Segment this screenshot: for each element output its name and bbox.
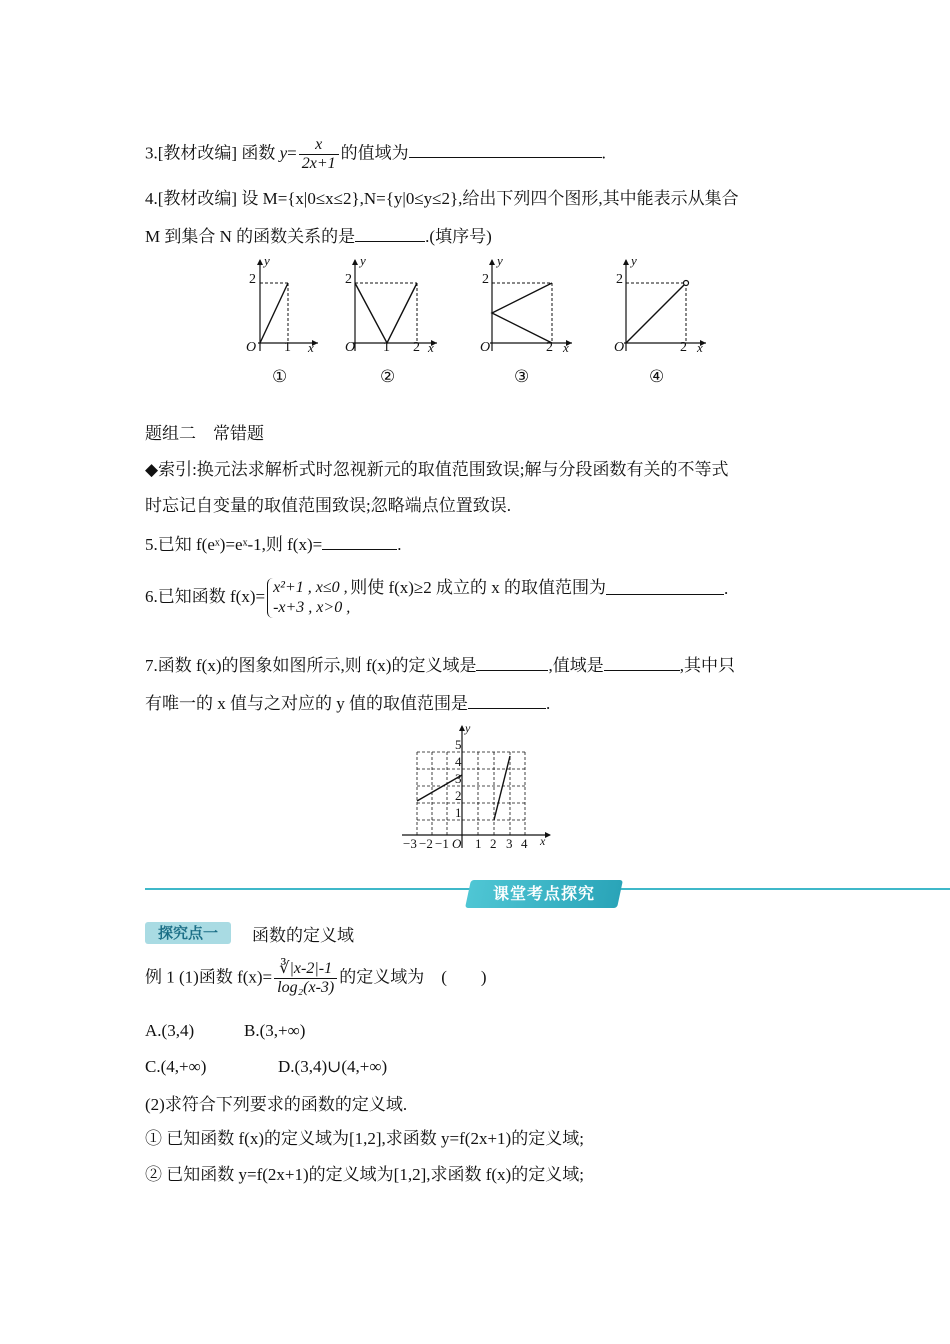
explore-title: 函数的定义域 <box>252 926 354 945</box>
function-line <box>260 283 288 343</box>
x-tick: 3 <box>506 836 513 851</box>
explore-tag: 探究点一 <box>145 922 231 944</box>
index-line1: ◆索引:换元法求解析式时忽视新元的取值范围致误;解与分段函数有关的不等式 <box>145 460 729 479</box>
function-line <box>355 283 417 343</box>
answer-blank[interactable] <box>476 654 548 671</box>
y-axis-label: y <box>264 253 270 268</box>
example-1: 例 1 (1)函数 f(x)= $\frac{∛|x-2|-1}{\text{log₂(x-3)}}$ 的定义域为 ( ) <box>145 960 487 996</box>
y-tick: 1 <box>455 805 462 820</box>
x-tick: −1 <box>435 836 449 851</box>
x-axis-arrow <box>545 832 551 838</box>
option-c: C.(4,+∞) <box>145 1057 207 1076</box>
grid-graph <box>400 722 555 852</box>
y-tick: 4 <box>455 754 462 769</box>
y-axis-arrow <box>257 259 263 265</box>
section-banner: 课堂考点探究 <box>465 880 623 908</box>
answer-blank[interactable] <box>468 692 546 709</box>
relation-line <box>492 283 552 343</box>
question-7-line2: 有唯一的 x 值与之对应的 y 值的取值范围是 . <box>145 694 551 713</box>
question-3: 3.[教材改编] 函数 y= $\frac{x}{2x+1}$ 的值域为 . <box>145 136 606 172</box>
graph-label: ① <box>272 367 288 386</box>
y-axis-label: y <box>360 253 366 268</box>
y-tick: 5 <box>455 737 462 752</box>
origin-label: O <box>452 836 462 851</box>
x-axis-label: x <box>697 340 703 355</box>
question-7-line1: 7.函数 f(x)的图象如图所示,则 f(x)的定义域是 ,值域是 ,其中只 <box>145 656 735 675</box>
y-axis-arrow <box>623 259 629 265</box>
group-title: 题组二 常错题 <box>145 424 264 443</box>
question-5: 5.已知 f(eˣ)=eˣ-1,则 f(x)= . <box>145 535 402 554</box>
part-2: (2)求符合下列要求的函数的定义域. <box>145 1095 408 1114</box>
origin-label: O <box>480 340 491 355</box>
y-axis-arrow <box>489 259 495 265</box>
x-tick: 2 <box>680 340 687 355</box>
question-4-line2: M 到集合 N 的函数关系的是 .(填序号) <box>145 227 492 246</box>
sub-question-2: ② 已知函数 y=f(2x+1)的定义域为[1,2],求函数 f(x)的定义域; <box>145 1165 584 1184</box>
y-tick: 2 <box>249 272 256 287</box>
x-axis-label: x <box>308 340 314 355</box>
answer-blank[interactable] <box>604 654 680 671</box>
x-tick: −3 <box>403 836 417 851</box>
answer-blank[interactable] <box>606 578 724 595</box>
answer-blank[interactable] <box>409 141 602 158</box>
y-tick: 2 <box>482 272 489 287</box>
open-endpoint <box>684 281 689 286</box>
y-tick: 2 <box>345 272 352 287</box>
x-tick: 2 <box>413 340 420 355</box>
y-tick: 3 <box>455 771 462 786</box>
piecewise-brace: x²+1 , x≤0 , -x+3 , x>0 , <box>267 578 350 618</box>
y-axis-arrow <box>352 259 358 265</box>
x-axis-label: x <box>428 340 434 355</box>
y-tick: 2 <box>455 788 462 803</box>
index-line2: 时忘记自变量的取值范围致误;忽略端点位置致误. <box>145 496 511 515</box>
y-axis-label: y <box>631 253 637 268</box>
graph-label: ④ <box>649 367 665 386</box>
fraction: $\frac{∛|x-2|-1}{\text{log₂(x-3)}}$ <box>274 960 337 997</box>
y-tick: 2 <box>616 272 623 287</box>
sub-question-1: ① 已知函数 f(x)的定义域为[1,2],求函数 y=f(2x+1)的定义域; <box>145 1129 584 1148</box>
origin-label: O <box>614 340 625 355</box>
x-tick: 1 <box>284 340 291 355</box>
option-b: B.(3,+∞) <box>244 1021 306 1040</box>
x-axis-label: x <box>540 834 546 848</box>
segment-right <box>494 756 510 820</box>
x-tick: −2 <box>419 836 433 851</box>
x-tick: 1 <box>475 836 482 851</box>
origin-label: O <box>345 340 356 355</box>
y-axis-label: y <box>497 253 503 268</box>
question-6: 6.已知函数 f(x)= x²+1 , x≤0 , -x+3 , x>0 , 则使 f(x)≥2 成立的 x 的取值范围为 . <box>145 578 729 616</box>
grid-lines <box>417 752 525 835</box>
graph-label: ③ <box>514 367 530 386</box>
x-tick: 1 <box>383 340 390 355</box>
option-a: A.(3,4) <box>145 1021 195 1040</box>
option-d: D.(3,4)∪(4,+∞) <box>278 1057 388 1076</box>
x-tick: 2 <box>490 836 497 851</box>
x-tick: 4 <box>521 836 528 851</box>
question-4-line1: 4.[教材改编] 设 M={x|0≤x≤2},N={y|0≤y≤2},给出下列四个图形,其中能表示从集合 <box>145 189 739 208</box>
answer-blank[interactable] <box>355 225 425 242</box>
graph-label: ② <box>380 367 396 386</box>
fraction: $\frac{x}{2x+1}$ <box>299 136 339 173</box>
origin-label: O <box>246 340 257 355</box>
x-axis-label: x <box>563 340 569 355</box>
function-line <box>626 285 684 343</box>
y-axis-label: y <box>465 721 471 735</box>
x-tick: 2 <box>546 340 553 355</box>
answer-blank[interactable] <box>322 533 397 550</box>
